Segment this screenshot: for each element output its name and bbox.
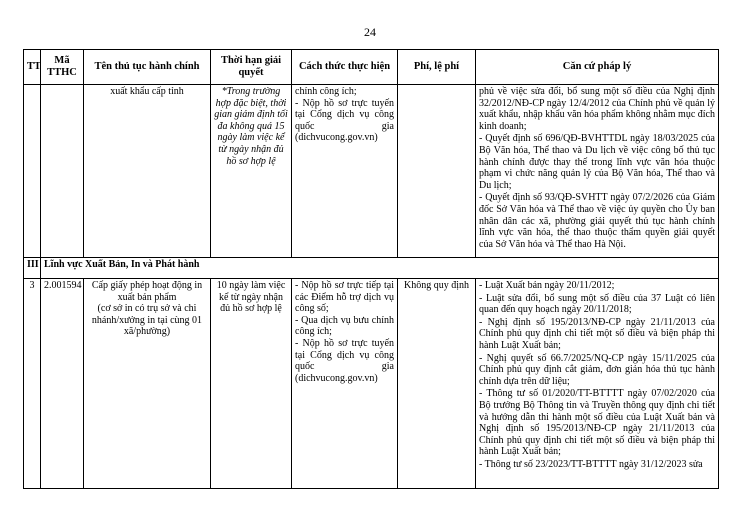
legal-item: phủ về việc sửa đổi, bổ sung một số điều của Nghị định 32/2012/NĐ-CP ngày 12/4/2012 của Chính phủ về quản lý xuất khẩu, nhập khẩu văn hóa phẩm không nhằm mục đích kinh doanh; (479, 86, 715, 132)
header-fee: Phí, lệ phí (398, 50, 476, 85)
table-row (24, 279, 719, 489)
cell-method (292, 279, 398, 489)
method-line: chính công ích; (295, 86, 357, 97)
legal-item: - Thông tư số 01/2020/TT-BTTTT ngày 07/02/2020 của Bộ trưởng Bộ Thông tin và Truyền thông quy định chi tiết và hướng dẫn thi hành một số điều của Luật Xuất bản và Nghị định số 195/2013/NĐ-CP ngày 21/11/2013 của Chính phủ quy định chi tiết một số điều và biện pháp thi hành Luật Xuất bản; (479, 388, 715, 458)
header-tt: TT (24, 50, 41, 85)
table-row-continued (24, 85, 719, 258)
header-row (24, 50, 719, 85)
cell-tt: 3 (24, 279, 41, 489)
page-number: 24 (364, 25, 376, 39)
section-row (24, 258, 719, 279)
cell-legal (476, 279, 719, 489)
method-line: - Nộp hồ sơ trực tuyến tại Cổng dịch vụ công quốc gia (dichvucong.gov.vn) (295, 97, 394, 144)
legal-item: - Luật Xuất bản ngày 20/11/2012; (479, 280, 615, 291)
cell-fee: Không quy định (398, 279, 476, 489)
legal-item: - Nghị quyết số 66.7/2025/NQ-CP ngày 15/11/2025 của Chính phủ quy định cắt giảm, đơn giản hóa thủ tục hành chính dựa trên dữ liệu; (479, 352, 715, 387)
cell-code: 2.001594 (41, 279, 84, 489)
method-line: - Qua dịch vụ bưu chính công ích; (295, 314, 394, 338)
cell-deadline: *Trong trường hợp đặc biệt, thời gian giám định tối đa không quá 15 ngày làm việc kể từ ngày nhận đủ hồ sơ hợp lệ (211, 85, 292, 258)
cell-code (41, 85, 84, 258)
section-title: Lĩnh vực Xuất Bản, In và Phát hành (41, 258, 719, 279)
procedure-name: Cấp giấy phép hoạt động in xuất bản phẩm (91, 280, 203, 303)
cell-method (292, 85, 398, 258)
cell-tt (24, 85, 41, 258)
legal-item: - Quyết định số 696/QĐ-BVHTTDL ngày 18/03/2025 của Bộ Văn hóa, Thể thao và Du lịch về việc công bố thủ tục hành chính được thay thế trong lĩnh vực văn hóa thuộc phạm vi chức năng quản lý của Bộ Văn hóa, Thể thao và Du lịch; (479, 133, 715, 191)
header-name: Tên thủ tục hành chính (84, 50, 211, 85)
method-line: - Nộp hồ sơ trực tiếp tại các Điểm hỗ trợ dịch vụ công số; (295, 280, 394, 315)
header-code: Mã TTHC (41, 50, 84, 85)
cell-deadline: 10 ngày làm việc kể từ ngày nhận đủ hồ sơ hợp lệ (211, 279, 292, 489)
cell-legal (476, 85, 719, 258)
legal-item: - Thông tư số 23/2023/TT-BTTTT ngày 31/12/2023 sửa (479, 458, 703, 470)
header-deadline: Thời hạn giải quyết (211, 50, 292, 85)
header-method: Cách thức thực hiện (292, 50, 398, 85)
cell-name (84, 279, 211, 489)
legal-item: - Quyết định số 93/QĐ-SVHTT ngày 07/2/2026 của Giám đốc Sở Văn hóa và Thể thao về việc ủy quyền cho Ủy ban nhân dân các xã, phường giải quyết thủ tục hành chính lĩnh vực văn hóa, thể thao thuộc thẩm quyền giải quyết của Sở Văn hóa và Thể thao Hà Nội. (479, 192, 715, 250)
procedure-note: (cơ sở in có trụ sở và chi nhánh/xưởng in tại cùng 01 xã/phường) (91, 303, 203, 338)
method-line: - Nộp hồ sơ trực tuyến tại Cổng dịch vụ công quốc gia (dichvucong.gov.vn) (295, 337, 394, 384)
section-number: III (24, 258, 41, 279)
cell-name: xuất khẩu cấp tỉnh (84, 85, 211, 258)
cell-fee (398, 85, 476, 258)
legal-item: - Nghị định số 195/2013/NĐ-CP ngày 21/11/2013 của Chính phủ quy định chi tiết một số điều và biện pháp thi hành Luật Xuất bản; (479, 316, 715, 351)
legal-item: - Luật sửa đổi, bổ sung một số điều của 37 Luật có liên quan đến quy hoạch ngày 20/11/2018; (479, 292, 715, 316)
procedure-table (23, 49, 719, 489)
header-legal: Căn cứ pháp lý (476, 50, 719, 85)
